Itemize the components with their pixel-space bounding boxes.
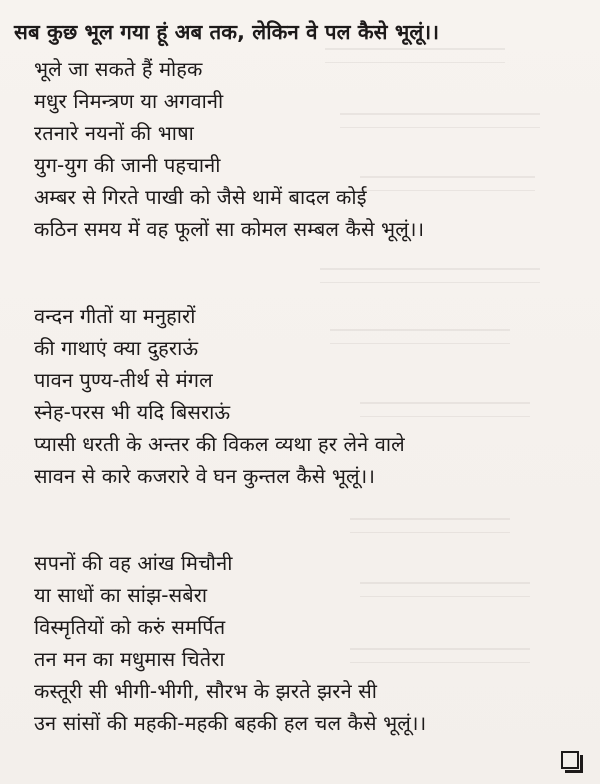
stanza-2-line-2: की गाथाएं क्या दुहराऊं <box>34 336 199 360</box>
stanza-3-line-2: या साधों का सांझ-सबेरा <box>34 583 208 607</box>
stanza-3-line-4: तन मन का मधुमास चितेरा <box>34 647 225 671</box>
stanza-2-line-5: प्यासी धरती के अन्तर की विकल व्यथा हर लेने वाले <box>34 432 405 456</box>
stanza-3-line-5: कस्तूरी सी भीगी-भीगी, सौरभ के झरते झरने सी <box>34 679 378 703</box>
stanza-1-line-1: भूले जा सकते हैं मोहक <box>34 57 203 81</box>
ghost-line <box>340 113 540 128</box>
ghost-line <box>350 518 510 533</box>
ghost-line <box>320 268 540 283</box>
stanza-1-line-3: रतनारे नयनों की भाषा <box>34 121 194 145</box>
end-of-text-box-icon <box>561 751 579 769</box>
stanza-1-line-6: कठिन समय में वह फूलों सा कोमल सम्बल कैसे भूलूं।। <box>34 217 425 241</box>
stanza-1-line-2: मधुर निमन्त्रण या अगवानी <box>34 89 224 113</box>
ghost-line <box>330 329 510 344</box>
ghost-line <box>325 48 505 63</box>
stanza-2-line-4: स्नेह-परस भी यदि बिसराऊं <box>34 400 231 424</box>
stanza-3-line-6: उन सांसों की महकी-महकी बहकी हल चल कैसे भूलूं।। <box>34 711 427 735</box>
stanza-1-line-5: अम्बर से गिरते पाखी को जैसे थामें बादल कोई <box>34 185 367 209</box>
stanza-3-line-3: विस्मृतियों को करुं समर्पित <box>34 615 226 639</box>
stanza-2-line-1: वन्दन गीतों या मनुहारों <box>34 304 196 328</box>
stanza-3-line-1: सपनों की वह आंख मिचौनी <box>34 551 233 575</box>
stanza-1-line-4: युग-युग की जानी पहचानी <box>34 153 221 177</box>
stanza-2-line-3: पावन पुण्य-तीर्थ से मंगल <box>34 368 213 392</box>
ghost-line <box>360 402 530 417</box>
opening-line: सब कुछ भूल गया हूं अब तक, लेकिन वे पल कैसे भूलूं।। <box>14 20 440 44</box>
ghost-line <box>350 648 530 663</box>
ghost-line <box>360 582 530 597</box>
ghost-line <box>360 176 535 191</box>
stanza-2-line-6: सावन से कारे कजरारे वे घन कुन्तल कैसे भूलूं।। <box>34 464 376 488</box>
